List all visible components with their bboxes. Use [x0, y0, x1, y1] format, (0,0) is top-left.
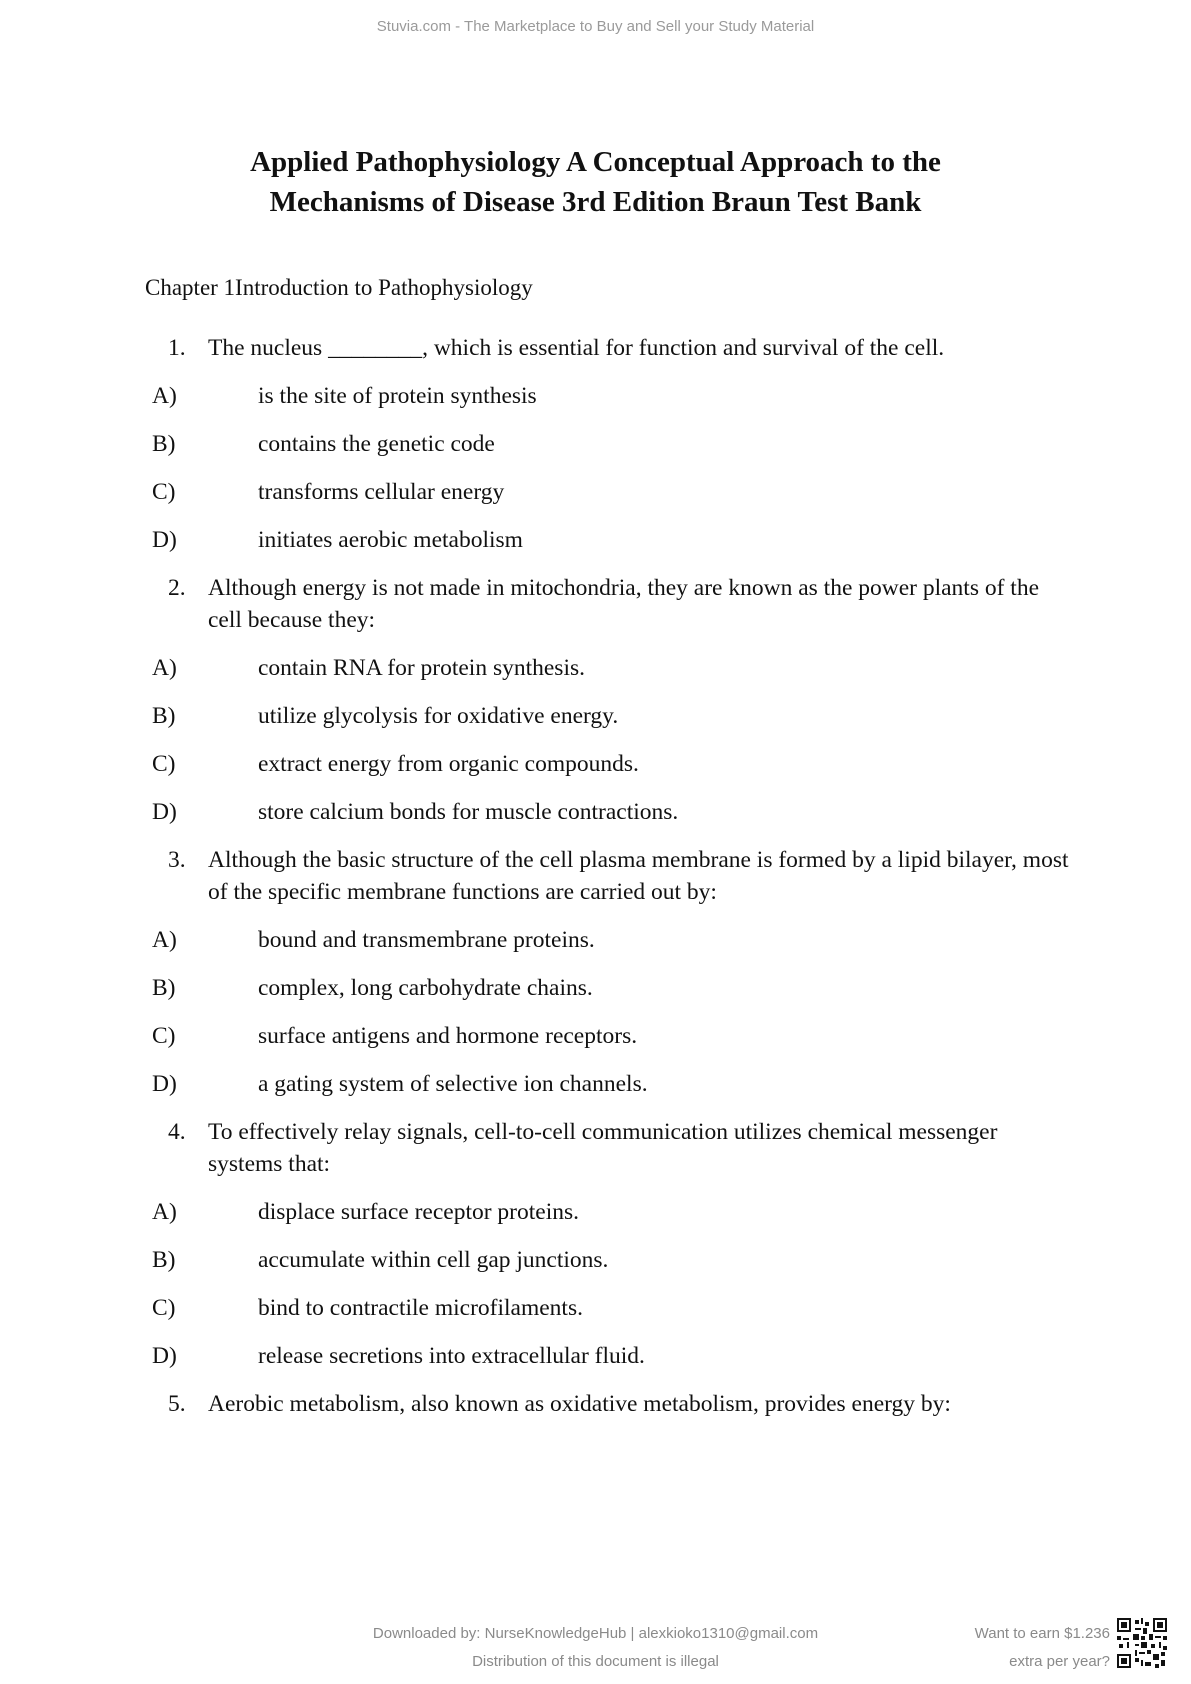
- qr-code-icon[interactable]: [1117, 1618, 1167, 1668]
- question-number: 1.: [168, 335, 186, 361]
- question-list: [0, 332, 1191, 1436]
- answer-option: [0, 476, 1191, 524]
- answer-option: [0, 700, 1191, 748]
- question-1: [0, 332, 1191, 364]
- footer-promo[interactable]: [910, 1620, 1110, 1676]
- option-letter: B): [152, 431, 176, 457]
- question-text: Although energy is not made in mitochondria, they are known as the power plants of the cell because they:: [208, 575, 1040, 633]
- option-text: accumulate within cell gap junctions.: [258, 1247, 609, 1273]
- document-title: [120, 142, 1071, 222]
- option-letter: A): [152, 655, 177, 681]
- question-number: 4.: [168, 1119, 186, 1145]
- option-text: contains the genetic code: [258, 431, 495, 457]
- question-number: 2.: [168, 575, 186, 601]
- promo-line-1: Want to earn $1.236: [974, 1625, 1110, 1642]
- answer-option: [0, 796, 1191, 844]
- option-text: store calcium bonds for muscle contractions.: [258, 799, 679, 825]
- chapter-heading: Chapter 1Introduction to Pathophysiology: [145, 275, 533, 300]
- promo-line-2: extra per year?: [1009, 1653, 1110, 1670]
- option-text: complex, long carbohydrate chains.: [258, 975, 593, 1001]
- option-letter: B): [152, 703, 176, 729]
- answer-option: [0, 972, 1191, 1020]
- option-letter: A): [152, 1199, 177, 1225]
- option-text: bound and transmembrane proteins.: [258, 927, 595, 953]
- downloaded-by-text: Downloaded by: NurseKnowledgeHub | alexkioko1310@gmail.com: [372, 1625, 819, 1642]
- option-letter: C): [152, 1023, 176, 1049]
- answer-option: [0, 1244, 1191, 1292]
- option-letter: A): [152, 927, 177, 953]
- option-letter: C): [152, 479, 176, 505]
- option-letter: D): [152, 1343, 177, 1369]
- option-letter: B): [152, 1247, 176, 1273]
- option-text: utilize glycolysis for oxidative energy.: [258, 703, 619, 729]
- answer-option: [0, 652, 1191, 700]
- distribution-notice: Distribution of this document is illegal: [472, 1653, 719, 1670]
- question-text: Although the basic structure of the cell plasma membrane is formed by a lipid bilayer, most of the specific membrane functions are carried out by:: [208, 847, 1069, 905]
- option-text: bind to contractile microfilaments.: [258, 1295, 583, 1321]
- question-4: [0, 1116, 1191, 1180]
- option-text: is the site of protein synthesis: [258, 383, 537, 409]
- header-note: Stuvia.com - The Marketplace to Buy and Sell your Study Material: [376, 18, 815, 35]
- answer-option: [0, 380, 1191, 428]
- option-letter: D): [152, 527, 177, 553]
- question-text: Aerobic metabolism, also known as oxidative metabolism, provides energy by:: [208, 1391, 951, 1417]
- option-text: a gating system of selective ion channels.: [258, 1071, 648, 1097]
- answer-option: [0, 1196, 1191, 1244]
- option-text: displace surface receptor proteins.: [258, 1199, 580, 1225]
- answer-option: [0, 524, 1191, 572]
- option-letter: B): [152, 975, 176, 1001]
- answer-option: [0, 1292, 1191, 1340]
- answer-option: [0, 924, 1191, 972]
- question-3: [0, 844, 1191, 908]
- answer-option: [0, 428, 1191, 476]
- option-letter: D): [152, 799, 177, 825]
- answer-option: [0, 748, 1191, 796]
- option-letter: A): [152, 383, 177, 409]
- question-text: To effectively relay signals, cell-to-cell communication utilizes chemical messenger systems that:: [208, 1119, 998, 1177]
- option-text: surface antigens and hormone receptors.: [258, 1023, 638, 1049]
- option-letter: C): [152, 1295, 176, 1321]
- option-text: extract energy from organic compounds.: [258, 751, 639, 777]
- answer-option: [0, 1068, 1191, 1116]
- option-text: contain RNA for protein synthesis.: [258, 655, 586, 681]
- option-text: initiates aerobic metabolism: [258, 527, 523, 553]
- question-number: 5.: [168, 1391, 186, 1417]
- question-2: [0, 572, 1191, 636]
- document-title-line-1: Applied Pathophysiology A Conceptual Approach to the: [250, 146, 941, 178]
- document-title-line-2: Mechanisms of Disease 3rd Edition Braun Test Bank: [269, 186, 922, 218]
- option-text: transforms cellular energy: [258, 479, 505, 505]
- question-5: [0, 1388, 1191, 1420]
- option-letter: C): [152, 751, 176, 777]
- question-text: The nucleus ________, which is essential for function and survival of the cell.: [208, 335, 945, 361]
- option-text: release secretions into extracellular fluid.: [258, 1343, 645, 1369]
- answer-option: [0, 1020, 1191, 1068]
- question-number: 3.: [168, 847, 186, 873]
- answer-option: [0, 1340, 1191, 1388]
- option-letter: D): [152, 1071, 177, 1097]
